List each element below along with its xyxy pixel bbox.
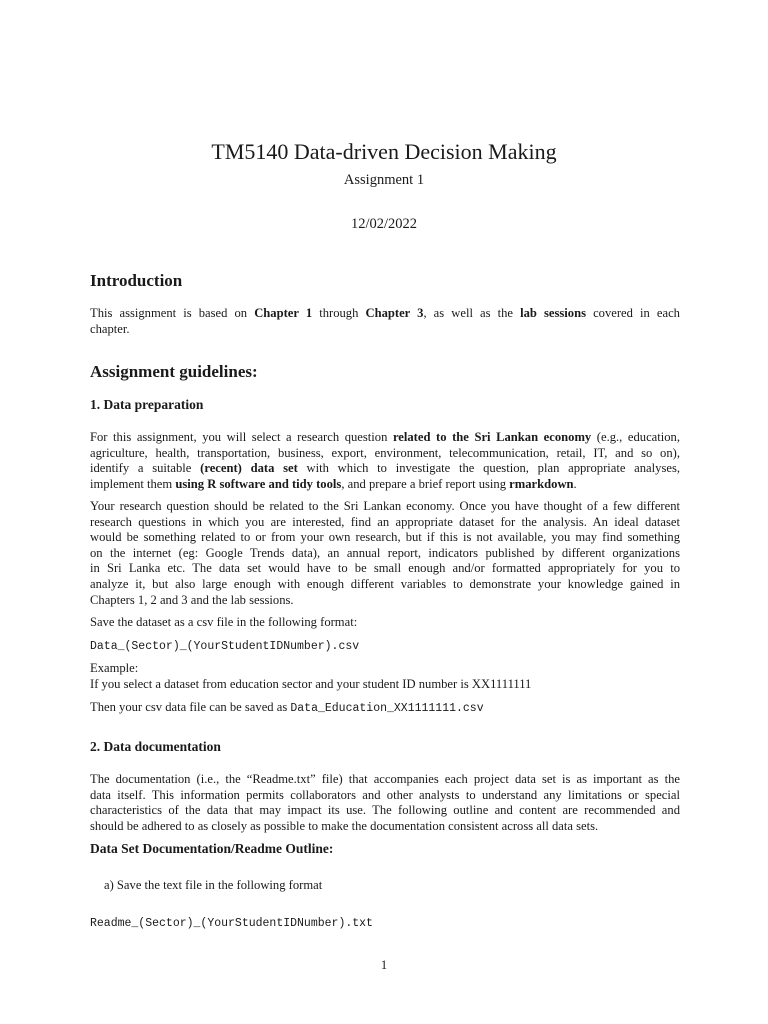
introduction-heading: Introduction: [90, 271, 183, 290]
page-number: 1: [380, 958, 388, 972]
document-title: TM5140 Data-driven Decision Making: [211, 139, 557, 164]
guidelines-heading: Assignment guidelines:: [90, 362, 258, 381]
save-dataset-instruction: Save the dataset as a csv file in the following format:: [90, 615, 358, 629]
section-2-paragraph: The documentation (i.e., the “Readme.txt” file) that accompanies each project data set is as important as the data itself. This information permits collaborators and other analysts to understand any limitations or special characteristics of the data that may impact its use. The following outline and content are recommended and should be adhered to as closely as possible to make the documentation consistent across all data sets.: [90, 772, 680, 833]
section-1-paragraph-2: Your research question should be related to the Sri Lankan economy. Once you have thought of a few different research questions in which you are interested, find an appropriate dataset for the analysis. An ideal dataset would be something related to or from your own research, but if this is not available, you may find something on the internet (eg: Google Trends data), an annual report, indicators published by different organizations in Sri Lanka etc. The data set would have to be small enough and/or formatted appropriately for you to analyze it, but also large enough with enough different variables to demonstrate your knowledge gained in Chapters 1, 2 and 3 and the lab sessions.: [90, 499, 680, 607]
document-subtitle: Assignment 1: [343, 172, 425, 188]
csv-filename-format: Data_(Sector)_(YourStudentIDNumber).csv: [90, 640, 360, 653]
section-2-heading: 2. Data documentation: [90, 739, 221, 754]
example-csv-filename: Data_Education_XX1111111.csv: [290, 702, 484, 715]
readme-outline-heading: Data Set Documentation/Readme Outline:: [90, 841, 334, 856]
example-result: Then your csv data file can be saved as Data_Education_XX1111111.csv: [90, 700, 484, 715]
readme-filename-format: Readme_(Sector)_(YourStudentIDNumber).txt: [90, 917, 373, 930]
section-1-paragraph-1: For this assignment, you will select a research question related to the Sri Lankan economy (e.g., education, agriculture, health, transportation, business, export, environment, telecommunication, retail, IT, and so on), identify a suitable (recent) data set with which to investigate the question, plan appropriate analyses, implement them using R software and tidy tools, and prepare a brief report using rmarkdown.: [90, 430, 680, 491]
introduction-paragraph: This assignment is based on Chapter 1 through Chapter 3, as well as the lab sessions covered in each chapter.: [90, 306, 680, 336]
document-date: 12/02/2022: [350, 216, 418, 232]
example-block: Example: If you select a dataset from education sector and your student ID number is XX1111111: [90, 661, 532, 691]
section-1-heading: 1. Data preparation: [90, 397, 204, 412]
outline-item-a: a) Save the text file in the following format: [104, 878, 323, 892]
